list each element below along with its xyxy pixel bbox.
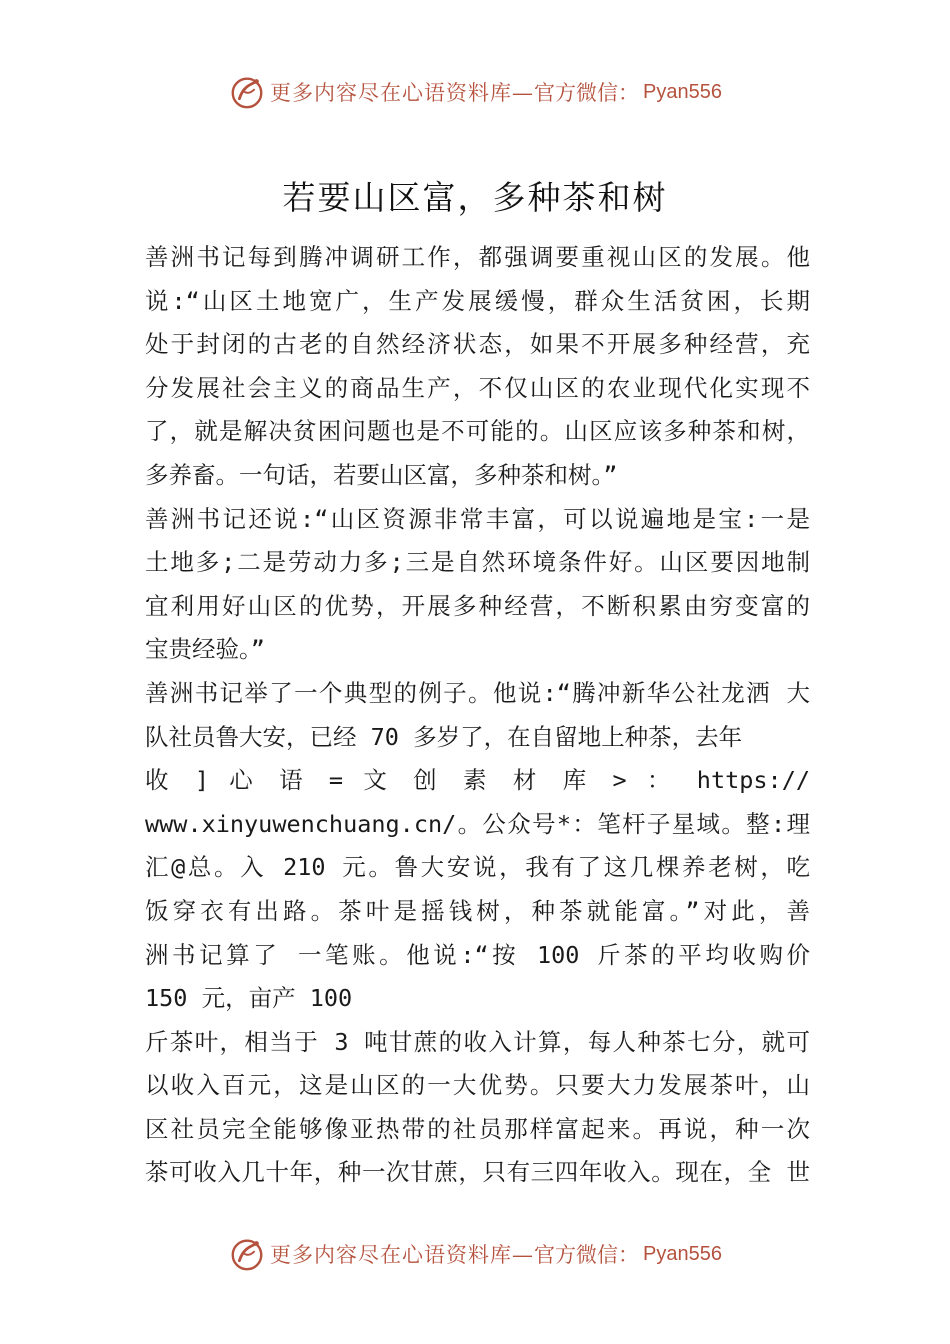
body-line: 善洲书记还说:“山区资源非常丰富，可以说遍地是宝:一是 — [145, 504, 810, 533]
body-line: 善洲书记每到腾冲调研工作，都强调要重视山区的发展。他 — [145, 243, 810, 271]
body-line: 了，就是解决贫困问题也是不可能的。山区应该多种茶和树， — [145, 417, 810, 446]
body-line: 饭穿衣有出路。茶叶是摇钱树，种茶就能富。”对此，善 — [145, 896, 810, 925]
body-line: 汇@总。入 210 元。鲁大安说，我有了这几棵养老树，吃 — [145, 853, 810, 882]
body-line: 分发展社会主义的商品生产，不仅山区的农业现代化实现不 — [145, 373, 810, 402]
body-line: 处于封闭的古老的自然经济状态，如果不开展多种经营，充 — [145, 330, 810, 359]
brand-logo-icon — [228, 73, 266, 111]
body-line: 队社员鲁大安，已经 70 多岁了，在自留地上种茶，去年 — [145, 722, 743, 751]
body-line: 多养畜。一句话，若要山区富，多种茶和树。” — [145, 460, 618, 489]
header-banner-text: 更多内容尽在心语资料库— — [270, 81, 535, 105]
body-line: 土地多;二是劳动力多;三是自然环境条件好。山区要因地制 — [145, 548, 810, 577]
header-wechat-label: 官方微信： — [534, 81, 640, 105]
footer-banner-text: 更多内容尽在心语资料库— — [270, 1243, 535, 1267]
footer-wechat-id: Pyan556 — [643, 1242, 722, 1265]
footer-wechat-label: 官方微信： — [534, 1243, 640, 1267]
body-line: 收 ] 心 语 = 文 创 素 材 库 > ： https:// — [145, 766, 810, 795]
header-wechat-id: Pyan556 — [643, 80, 722, 103]
body-line: 善洲书记举了一个典型的例子。他说:“腾冲新华公社龙洒 大 — [145, 678, 810, 707]
body-line: 斤茶叶，相当于 3 吨甘蔗的收入计算，每人种茶七分，就可 — [145, 1027, 810, 1056]
body-line: 洲书记算了 一笔账。他说:“按 100 斤茶的平均收购价 — [145, 940, 810, 969]
body-line: 宜利用好山区的优势，开展多种经营，不断积累由穷变富的 — [145, 591, 810, 620]
body-line: 说:“山区土地宽广，生产发展缓慢，群众生活贫困，长期 — [145, 286, 810, 315]
body-line: 以收入百元，这是山区的一大优势。只要大力发展茶叶，山 — [145, 1071, 810, 1100]
document-title: 若要山区富，多种茶和树 — [282, 178, 668, 217]
brand-logo-icon — [228, 1235, 266, 1273]
body-line: www.xinyuwenchuang.cn/。公众号*：笔杆子星域。整:理 — [145, 809, 810, 838]
body-line: 茶可收入几十年，种一次甘蔗，只有三四年收入。现在，全 世 — [145, 1158, 810, 1187]
body-line: 区社员完全能够像亚热带的社员那样富起来。再说，种一次 — [145, 1114, 810, 1143]
footer-banner — [0, 1234, 950, 1274]
body-line: 150 元，亩产 100 — [145, 984, 353, 1013]
document-body — [145, 236, 810, 1195]
header-banner — [0, 72, 950, 112]
body-line: 宝贵经验。” — [145, 635, 265, 664]
